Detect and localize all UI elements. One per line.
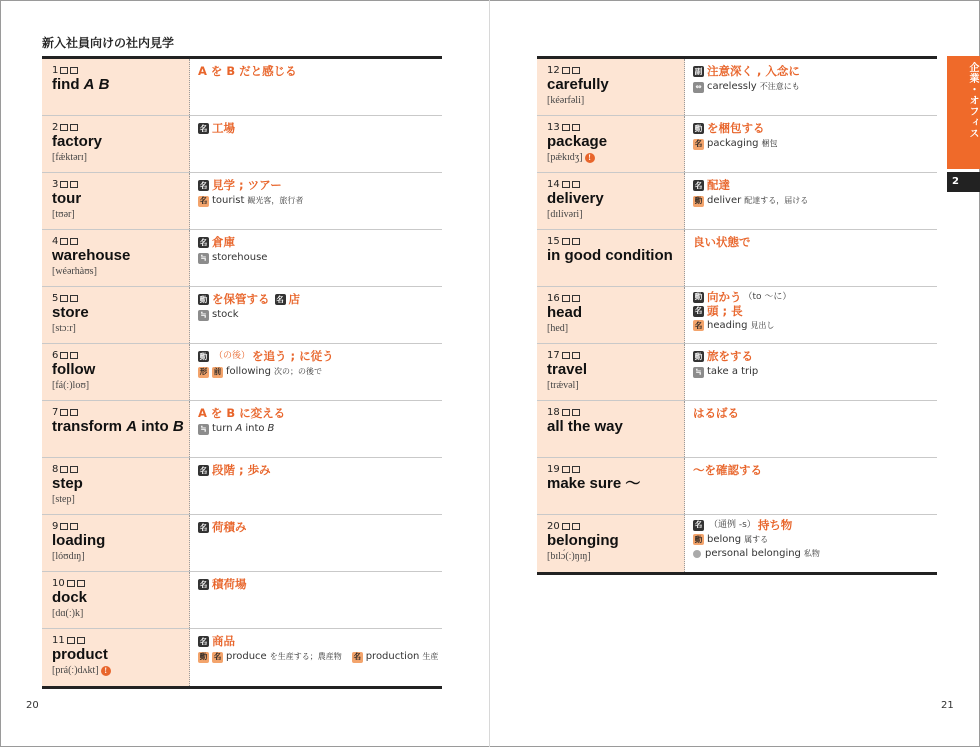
synonym-icon: ≒	[198, 253, 209, 264]
checkbox[interactable]	[60, 295, 68, 302]
vocab-entry	[42, 572, 442, 629]
entry-definition-cell: 動 （の後） を追う ; に従う 形 前 following 次の；の後で	[199, 349, 334, 377]
headword: product	[52, 646, 108, 663]
entry-number: 18	[547, 406, 560, 418]
entry-number: 1	[52, 64, 59, 76]
meaning-note: （の後）	[214, 351, 251, 361]
related-note: を生産する；農産物	[269, 652, 342, 661]
related-word: following	[226, 366, 271, 377]
checkbox[interactable]	[562, 67, 570, 74]
checkbox[interactable]	[77, 580, 85, 587]
noun-icon: 名	[694, 181, 703, 190]
checkbox[interactable]	[67, 580, 75, 587]
checkbox[interactable]	[562, 238, 570, 245]
entry-definition-cell: A を B に変える ≒ turn A into B	[190, 401, 442, 457]
warning-icon: !	[585, 153, 595, 163]
related-note: 梱包	[761, 139, 778, 148]
checkbox[interactable]	[572, 523, 580, 530]
entry-definition-cell	[190, 515, 442, 571]
related-word: belong	[707, 534, 742, 545]
checkbox[interactable]	[572, 352, 580, 359]
entry-number: 9	[52, 520, 59, 532]
vocab-entry	[537, 401, 937, 458]
related-word: deliver	[707, 195, 742, 206]
meaning: 段階	[212, 463, 235, 477]
vocab-entry	[537, 116, 937, 173]
noun-icon: 名	[694, 321, 703, 330]
checkbox[interactable]	[562, 352, 570, 359]
noun-icon: 名	[694, 139, 703, 148]
related-note: 観光客，旅行者	[247, 196, 304, 205]
meaning: 頭	[707, 304, 719, 318]
vocab-list-right	[537, 56, 937, 575]
checkbox[interactable]	[70, 238, 78, 245]
pronunciation: [hed]	[547, 323, 569, 334]
pronunciation: [wéərhàʊs]	[52, 266, 97, 277]
meaning: 商品	[212, 634, 235, 648]
entry-number: 13	[547, 121, 560, 133]
checkbox[interactable]	[70, 67, 78, 74]
meaning: 良い状態で	[693, 235, 751, 249]
vocab-entry	[537, 515, 937, 572]
related-word: stock	[212, 309, 239, 320]
related-note: 不注意にも	[759, 82, 800, 91]
vocab-entry	[42, 173, 442, 230]
checkbox[interactable]	[70, 352, 78, 359]
entry-headword-cell	[42, 230, 190, 286]
noun-icon: 名	[199, 466, 208, 475]
entry-number: 17	[547, 349, 560, 361]
headword: dock	[52, 589, 88, 606]
checkbox[interactable]	[562, 124, 570, 131]
entry-definition-cell	[190, 572, 442, 628]
vocab-entry	[42, 458, 442, 515]
related-word: packaging	[707, 138, 759, 149]
related-word: personal belonging	[705, 548, 801, 559]
section-title: 新入社員向けの社内見学	[42, 36, 175, 50]
entry-number: 4	[52, 235, 59, 247]
antonym-icon: ⇔	[693, 82, 704, 93]
checkbox[interactable]	[60, 181, 68, 188]
bullet-icon	[693, 550, 701, 558]
entry-headword-cell	[537, 230, 685, 286]
entry-definition-cell	[685, 230, 937, 286]
headword: carefully	[547, 76, 609, 93]
checkbox[interactable]	[562, 295, 570, 302]
meaning: 長	[731, 304, 743, 318]
pronunciation: [stɔːr]	[52, 323, 76, 334]
entry-definition-cell	[685, 173, 937, 229]
related-note: 次の；の後で	[273, 367, 322, 376]
pronunciation: [trǽvəl]	[547, 380, 579, 391]
noun-icon: 名	[199, 637, 208, 646]
verb-icon: 動	[694, 352, 703, 361]
warning-icon: !	[101, 666, 111, 676]
synonym-icon: ≒	[198, 310, 209, 321]
headword: head	[547, 304, 583, 321]
meaning: A を B だと感じる	[198, 64, 297, 78]
vocab-list-left	[42, 56, 442, 689]
headword: step	[52, 475, 83, 492]
meaning-note: （通例 -s）	[709, 520, 756, 530]
checkbox[interactable]	[60, 238, 68, 245]
noun-icon: 名	[694, 306, 703, 315]
entry-number: 11	[52, 634, 65, 646]
pronunciation: [step]	[52, 494, 75, 505]
headword: transform A into B	[52, 418, 184, 435]
entry-headword-cell	[42, 629, 190, 686]
meaning: を保管する	[212, 292, 270, 306]
related-word: heading	[707, 320, 748, 331]
meaning: 積荷場	[212, 577, 247, 591]
checkbox[interactable]	[67, 637, 75, 644]
checkbox[interactable]	[70, 409, 78, 416]
entry-headword-cell	[42, 344, 190, 400]
meaning: 工場	[212, 121, 235, 135]
headword: package	[547, 133, 608, 150]
entry-number: 8	[52, 463, 59, 475]
vocab-entry	[42, 59, 442, 116]
checkbox[interactable]	[60, 523, 68, 530]
vocab-entry	[537, 230, 937, 287]
entry-headword-cell	[537, 287, 685, 343]
meaning: 倉庫	[212, 235, 235, 249]
noun-icon: 名	[199, 181, 208, 190]
verb-icon: 動	[199, 295, 208, 304]
checkbox[interactable]	[60, 352, 68, 359]
entry-definition-cell	[685, 458, 937, 514]
vocab-entry	[42, 515, 442, 572]
entry-headword-cell	[537, 401, 685, 457]
entry-headword-cell	[42, 287, 190, 343]
vocab-entry	[537, 287, 937, 344]
checkbox[interactable]	[572, 295, 580, 302]
vocab-entry	[537, 173, 937, 230]
entry-number: 2	[52, 121, 59, 133]
vocab-entry	[537, 344, 937, 401]
noun-icon: 名	[199, 523, 208, 532]
pronunciation: [tʊər]	[52, 209, 75, 220]
entry-definition-cell: 動 向かう （to ～に） 名 頭 ; 長 名 heading 見出し	[694, 290, 792, 331]
pronunciation: [dɪlívəri]	[547, 209, 583, 220]
headword: tour	[52, 190, 82, 207]
pronunciation: [lóʊdɪŋ]	[52, 551, 85, 562]
entry-number: 5	[52, 292, 59, 304]
vocab-entry	[42, 629, 442, 686]
preposition-icon: 前	[213, 367, 222, 376]
headword: in good condition	[547, 247, 673, 264]
meaning: を梱包する	[707, 121, 765, 135]
related-word: tourist	[212, 195, 245, 206]
checkbox[interactable]	[77, 637, 85, 644]
meaning: 店	[288, 292, 300, 306]
entry-definition-cell	[190, 287, 442, 343]
meaning: A を B に変える	[198, 406, 286, 420]
entry-number: 6	[52, 349, 59, 361]
checkbox[interactable]	[70, 466, 78, 473]
headword: belonging	[547, 532, 619, 549]
checkbox[interactable]	[562, 466, 570, 473]
meaning: 見学	[212, 178, 235, 192]
verb-icon: 動	[199, 352, 208, 361]
chapter-tab: 企業・オフィス	[947, 56, 980, 169]
page-number-left: 20	[26, 700, 39, 711]
entry-definition-cell	[685, 116, 937, 172]
checkbox[interactable]	[572, 466, 580, 473]
headword: all the way	[547, 418, 623, 435]
entry-number: 12	[547, 64, 560, 76]
entry-headword-cell	[537, 116, 685, 172]
checkbox[interactable]	[572, 238, 580, 245]
checkbox[interactable]	[70, 124, 78, 131]
entry-definition-cell	[685, 401, 937, 457]
entry-number: 19	[547, 463, 560, 475]
entry-definition-cell	[685, 515, 937, 572]
vocab-entry	[42, 344, 442, 401]
checkbox[interactable]	[572, 124, 580, 131]
page-number-right: 21	[941, 700, 954, 711]
entry-number: 3	[52, 178, 59, 190]
meaning: 歩み	[247, 463, 271, 477]
checkbox[interactable]	[572, 67, 580, 74]
checkbox[interactable]	[572, 409, 580, 416]
pronunciation: [prá(ː)dʌkt] !	[52, 664, 189, 677]
entry-number: 10	[52, 577, 65, 589]
related-note: 属する	[744, 535, 769, 544]
noun-icon: 名	[199, 238, 208, 247]
checkbox[interactable]	[562, 181, 570, 188]
related-note: 配達する，届ける	[744, 196, 809, 205]
headword: warehouse	[52, 247, 131, 264]
vocab-entry	[537, 59, 937, 116]
entry-number: 15	[547, 235, 560, 247]
entry-number: 16	[547, 292, 560, 304]
entry-definition-cell: 名 見学 ; ツアー 名 tourist 観光客，旅行者	[199, 178, 304, 206]
entry-headword-cell	[42, 173, 190, 229]
entry-number: 14	[547, 178, 560, 190]
synonym-icon: ≒	[693, 367, 704, 378]
pronunciation: [fǽktərɪ]	[52, 152, 87, 163]
vocab-entry	[42, 230, 442, 287]
verb-icon: 動	[694, 535, 703, 544]
checkbox[interactable]	[572, 181, 580, 188]
pronunciation: [pǽkɪdʒ] !	[547, 151, 684, 164]
entry-definition-cell	[685, 344, 937, 400]
entry-headword-cell	[537, 458, 685, 514]
chapter-number: 2	[947, 172, 980, 192]
related-word: turn	[212, 423, 233, 434]
adjective-icon: 形	[199, 367, 208, 376]
entry-headword-cell	[537, 59, 685, 115]
checkbox[interactable]	[70, 181, 78, 188]
noun-icon: 名	[276, 295, 284, 304]
checkbox[interactable]	[60, 409, 68, 416]
entry-definition-cell	[190, 116, 442, 172]
entry-headword-cell	[42, 401, 190, 457]
entry-definition-cell	[190, 230, 442, 286]
entry-definition-cell: 名 段階 ; 歩み	[199, 463, 271, 477]
pronunciation: [kéərfəli]	[547, 95, 585, 106]
entry-headword-cell	[42, 515, 190, 571]
related-note: 私物	[803, 549, 820, 558]
headword: find A B	[52, 76, 110, 93]
headword: store	[52, 304, 89, 321]
entry-definition-cell	[190, 629, 442, 686]
checkbox[interactable]	[562, 409, 570, 416]
related-word: produce	[226, 651, 267, 662]
noun-icon: 名	[199, 196, 208, 205]
pronunciation: [dɑ(ː)k]	[52, 608, 84, 619]
entry-definition-cell	[190, 59, 442, 115]
entry-headword-cell	[537, 515, 685, 572]
related-word: carelessly	[707, 81, 757, 92]
checkbox[interactable]	[70, 523, 78, 530]
meaning: 旅をする	[707, 349, 753, 363]
related-word: storehouse	[212, 252, 268, 263]
related-note: 見出し	[750, 321, 775, 330]
headword: loading	[52, 532, 106, 549]
noun-icon: 名	[199, 124, 208, 133]
related-note: 生産	[422, 652, 439, 661]
checkbox[interactable]	[562, 523, 570, 530]
vocab-entry	[42, 401, 442, 458]
checkbox[interactable]	[70, 295, 78, 302]
entry-headword-cell	[42, 572, 190, 628]
verb-icon: 動	[694, 292, 703, 301]
verb-icon: 動	[694, 196, 703, 205]
meaning: 配達	[707, 178, 730, 192]
pronunciation: [bɪlɔ́(ː)ŋɪŋ]	[547, 551, 591, 562]
entry-headword-cell	[42, 458, 190, 514]
meaning: に従う	[299, 349, 334, 363]
headword: make sure ～	[547, 475, 641, 492]
vocab-entry	[42, 116, 442, 173]
noun-icon: 名	[353, 652, 361, 661]
vocab-entry	[537, 458, 937, 515]
verb-icon: 動	[199, 652, 208, 661]
meaning: 向かう	[707, 290, 742, 304]
entry-headword-cell	[42, 59, 190, 115]
entry-definition-cell: 副 注意深く , 入念に ⇔ carelessly 不注意にも	[694, 64, 800, 92]
meaning: 入念に	[765, 64, 800, 78]
synonym-icon: ≒	[198, 424, 209, 435]
checkbox[interactable]	[60, 67, 68, 74]
noun-icon: 名	[694, 520, 703, 529]
verb-icon: 動	[694, 124, 703, 133]
entry-number: 7	[52, 406, 59, 418]
headword: factory	[52, 133, 103, 150]
checkbox[interactable]	[60, 124, 68, 131]
meaning: を追う	[252, 349, 287, 363]
headword: delivery	[547, 190, 604, 207]
noun-icon: 名	[199, 580, 208, 589]
headword: travel	[547, 361, 588, 378]
entry-headword-cell	[42, 116, 190, 172]
noun-icon: 名	[213, 652, 222, 661]
meaning-note: （to ～に）	[743, 292, 792, 302]
headword: follow	[52, 361, 96, 378]
meaning: ツアー	[247, 178, 282, 192]
vocab-entry	[42, 287, 442, 344]
meaning: 注意深く	[707, 64, 753, 78]
adverb-icon: 副	[694, 67, 703, 76]
entry-headword-cell	[537, 344, 685, 400]
meaning: 持ち物	[757, 518, 793, 532]
entry-headword-cell	[537, 173, 685, 229]
related-word: production	[365, 651, 420, 662]
related-word: take a trip	[707, 366, 759, 377]
entry-number: 20	[547, 520, 560, 532]
meaning: ～を確認する	[693, 463, 762, 477]
meaning: 荷積み	[212, 520, 247, 534]
meaning: はるばる	[693, 406, 739, 420]
book-spine	[489, 0, 490, 747]
checkbox[interactable]	[60, 466, 68, 473]
pronunciation: [fá(ː)loʊ]	[52, 380, 90, 391]
